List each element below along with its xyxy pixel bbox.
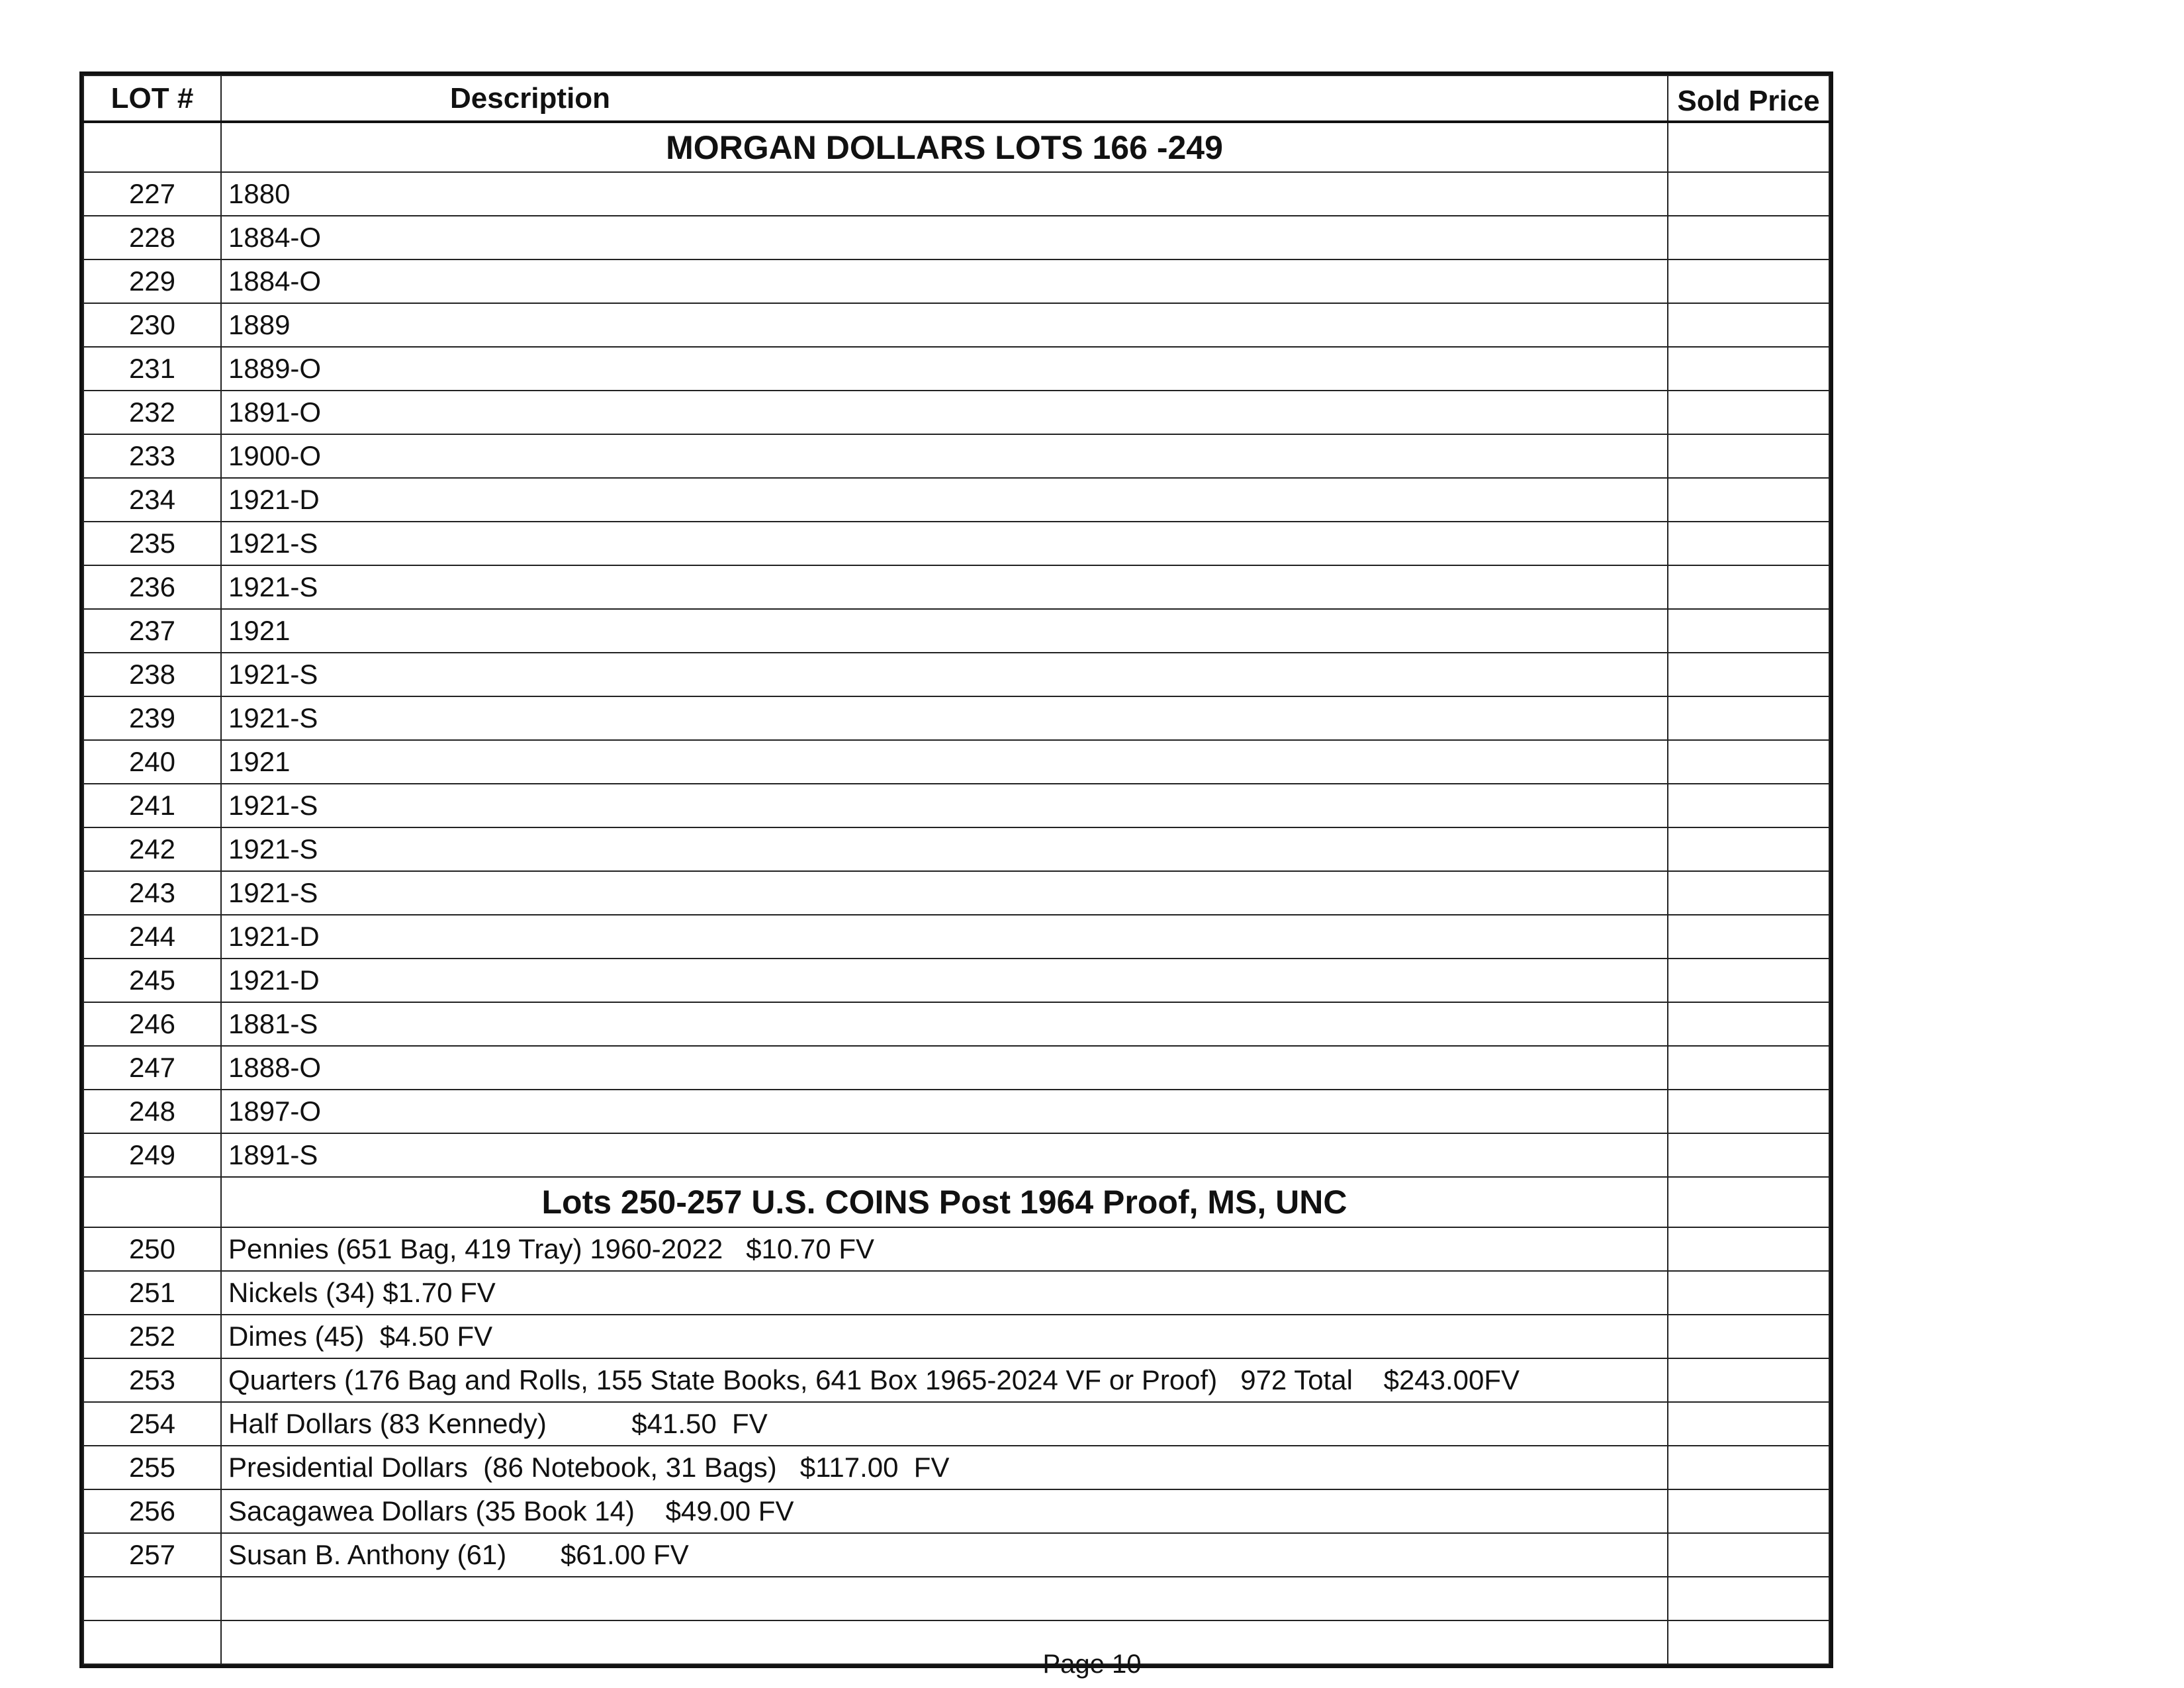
sold-price-cell: [1668, 172, 1829, 216]
lot-description: 1921: [221, 609, 1668, 653]
lot-description: Pennies (651 Bag, 419 Tray) 1960-2022 $10.70 FV: [221, 1227, 1668, 1271]
lot-number: 257: [83, 1533, 221, 1577]
sold-price-cell: [1668, 696, 1829, 740]
lot-row: [83, 1446, 1829, 1489]
lot-number: 228: [83, 216, 221, 259]
lot-description: 1888-O: [221, 1046, 1668, 1090]
lot-description: 1921: [221, 740, 1668, 784]
lot-number: 256: [83, 1489, 221, 1533]
lot-number: 237: [83, 609, 221, 653]
lot-row: [83, 609, 1829, 653]
lot-number: 243: [83, 871, 221, 915]
lot-row: [83, 1402, 1829, 1446]
lot-description: 1921-S: [221, 827, 1668, 871]
blank-lot-cell: [83, 1577, 221, 1620]
lot-row: [83, 391, 1829, 434]
sold-price-cell: [1668, 216, 1829, 259]
lot-number: 245: [83, 959, 221, 1002]
sold-price-cell: [1668, 1046, 1829, 1090]
lot-number: 236: [83, 565, 221, 609]
lot-row: [83, 259, 1829, 303]
lot-row: [83, 565, 1829, 609]
lot-number: 241: [83, 784, 221, 827]
lot-description: Nickels (34) $1.70 FV: [221, 1271, 1668, 1315]
sold-price-cell: [1668, 1358, 1829, 1402]
lot-description: 1884-O: [221, 259, 1668, 303]
sold-price-cell: [1668, 1315, 1829, 1358]
sold-price-cell: [1668, 303, 1829, 347]
lot-number: 244: [83, 915, 221, 959]
lot-number: 247: [83, 1046, 221, 1090]
lot-row: [83, 1133, 1829, 1177]
blank-row: [83, 1577, 1829, 1620]
sold-price-cell: [1668, 871, 1829, 915]
lot-number: 252: [83, 1315, 221, 1358]
lot-row: [83, 1271, 1829, 1315]
lot-description: Susan B. Anthony (61) $61.00 FV: [221, 1533, 1668, 1577]
lot-description: Presidential Dollars (86 Notebook, 31 Bags) $117.00 FV: [221, 1446, 1668, 1489]
sold-price-cell: [1668, 565, 1829, 609]
sold-price-cell: [1668, 1271, 1829, 1315]
lot-number: 246: [83, 1002, 221, 1046]
lot-description: 1921-D: [221, 959, 1668, 1002]
lot-row: [83, 915, 1829, 959]
lot-row: [83, 1227, 1829, 1271]
lot-row: [83, 1046, 1829, 1090]
sold-price-cell: [1668, 827, 1829, 871]
sold-price-column-header: Sold Price: [1668, 75, 1829, 122]
lot-description: 1891-S: [221, 1133, 1668, 1177]
sold-price-cell: [1668, 1133, 1829, 1177]
lot-number: 239: [83, 696, 221, 740]
sold-price-cell: [1668, 259, 1829, 303]
lot-row: [83, 696, 1829, 740]
section-price-cell: [1668, 1177, 1829, 1227]
lot-column-header: LOT #: [83, 75, 221, 122]
lot-row: [83, 347, 1829, 391]
lot-number: 253: [83, 1358, 221, 1402]
section-header-row: [83, 1177, 1829, 1227]
sold-price-cell: [1668, 522, 1829, 565]
sold-price-cell: [1668, 959, 1829, 1002]
sold-price-cell: [1668, 740, 1829, 784]
section-price-cell: [1668, 122, 1829, 172]
lot-row: [83, 1533, 1829, 1577]
lot-row: [83, 653, 1829, 696]
sold-price-cell: [1668, 478, 1829, 522]
lots-body: [83, 122, 1829, 1664]
sold-price-cell: [1668, 653, 1829, 696]
lot-description: 1889: [221, 303, 1668, 347]
lot-number: 250: [83, 1227, 221, 1271]
blank-description-cell: [221, 1577, 1668, 1620]
lot-description: 1900-O: [221, 434, 1668, 478]
sold-price-cell: [1668, 1446, 1829, 1489]
sold-price-cell: [1668, 1227, 1829, 1271]
lot-row: [83, 303, 1829, 347]
lot-row: [83, 1002, 1829, 1046]
lot-description: Sacagawea Dollars (35 Book 14) $49.00 FV: [221, 1489, 1668, 1533]
lot-number: 230: [83, 303, 221, 347]
section-lot-cell: [83, 1177, 221, 1227]
lot-row: [83, 216, 1829, 259]
lot-number: 255: [83, 1446, 221, 1489]
lot-row: [83, 959, 1829, 1002]
lots-table: [83, 75, 1830, 1665]
lot-description: 1921-S: [221, 653, 1668, 696]
sold-price-cell: [1668, 1533, 1829, 1577]
lot-description: Dimes (45) $4.50 FV: [221, 1315, 1668, 1358]
lot-number: 233: [83, 434, 221, 478]
lot-row: [83, 784, 1829, 827]
lot-number: 238: [83, 653, 221, 696]
lot-number: 254: [83, 1402, 221, 1446]
lot-description: 1921-S: [221, 784, 1668, 827]
lot-row: [83, 1315, 1829, 1358]
section-lot-cell: [83, 122, 221, 172]
lot-description: 1921-S: [221, 522, 1668, 565]
lot-number: 229: [83, 259, 221, 303]
sold-price-cell: [1668, 915, 1829, 959]
sold-price-cell: [1668, 784, 1829, 827]
lot-row: [83, 172, 1829, 216]
sold-price-cell: [1668, 1489, 1829, 1533]
sold-price-cell: [1668, 1002, 1829, 1046]
lot-description: 1891-O: [221, 391, 1668, 434]
lot-description: 1881-S: [221, 1002, 1668, 1046]
lot-description: 1921-D: [221, 915, 1668, 959]
page-number: Page 10: [1042, 1650, 1142, 1679]
lot-number: 249: [83, 1133, 221, 1177]
lot-description: 1921-S: [221, 871, 1668, 915]
lot-number: 227: [83, 172, 221, 216]
lot-description: 1884-O: [221, 216, 1668, 259]
lot-number: 248: [83, 1090, 221, 1133]
lot-number: 235: [83, 522, 221, 565]
lot-row: [83, 522, 1829, 565]
lot-description: 1880: [221, 172, 1668, 216]
lot-row: [83, 871, 1829, 915]
auction-lot-sheet: [79, 71, 1833, 1668]
lot-number: 231: [83, 347, 221, 391]
sold-price-cell: [1668, 609, 1829, 653]
sold-price-cell: [1668, 347, 1829, 391]
lot-number: 242: [83, 827, 221, 871]
sold-price-cell: [1668, 391, 1829, 434]
lot-number: 240: [83, 740, 221, 784]
lot-description: 1897-O: [221, 1090, 1668, 1133]
header-row: [83, 75, 1829, 122]
lot-row: [83, 478, 1829, 522]
lot-row: [83, 1358, 1829, 1402]
sold-price-cell: [1668, 434, 1829, 478]
lot-row: [83, 434, 1829, 478]
lot-description: 1921-S: [221, 565, 1668, 609]
lot-number: 234: [83, 478, 221, 522]
lot-number: 232: [83, 391, 221, 434]
lot-row: [83, 827, 1829, 871]
section-title: MORGAN DOLLARS LOTS 166 -249: [221, 122, 1668, 172]
description-column-header: Description: [221, 75, 1668, 122]
lot-number: 251: [83, 1271, 221, 1315]
section-header-row: [83, 122, 1829, 172]
lot-description: 1921-S: [221, 696, 1668, 740]
blank-price-cell: [1668, 1577, 1829, 1620]
sold-price-cell: [1668, 1402, 1829, 1446]
section-title: Lots 250-257 U.S. COINS Post 1964 Proof, MS, UNC: [221, 1177, 1668, 1227]
lot-description: 1889-O: [221, 347, 1668, 391]
sold-price-cell: [1668, 1090, 1829, 1133]
lot-row: [83, 740, 1829, 784]
lot-description: Quarters (176 Bag and Rolls, 155 State Books, 641 Box 1965-2024 VF or Proof) 972 Total $243.00FV: [221, 1358, 1668, 1402]
lot-description: Half Dollars (83 Kennedy) $41.50 FV: [221, 1402, 1668, 1446]
lot-row: [83, 1090, 1829, 1133]
lot-row: [83, 1489, 1829, 1533]
lot-description: 1921-D: [221, 478, 1668, 522]
